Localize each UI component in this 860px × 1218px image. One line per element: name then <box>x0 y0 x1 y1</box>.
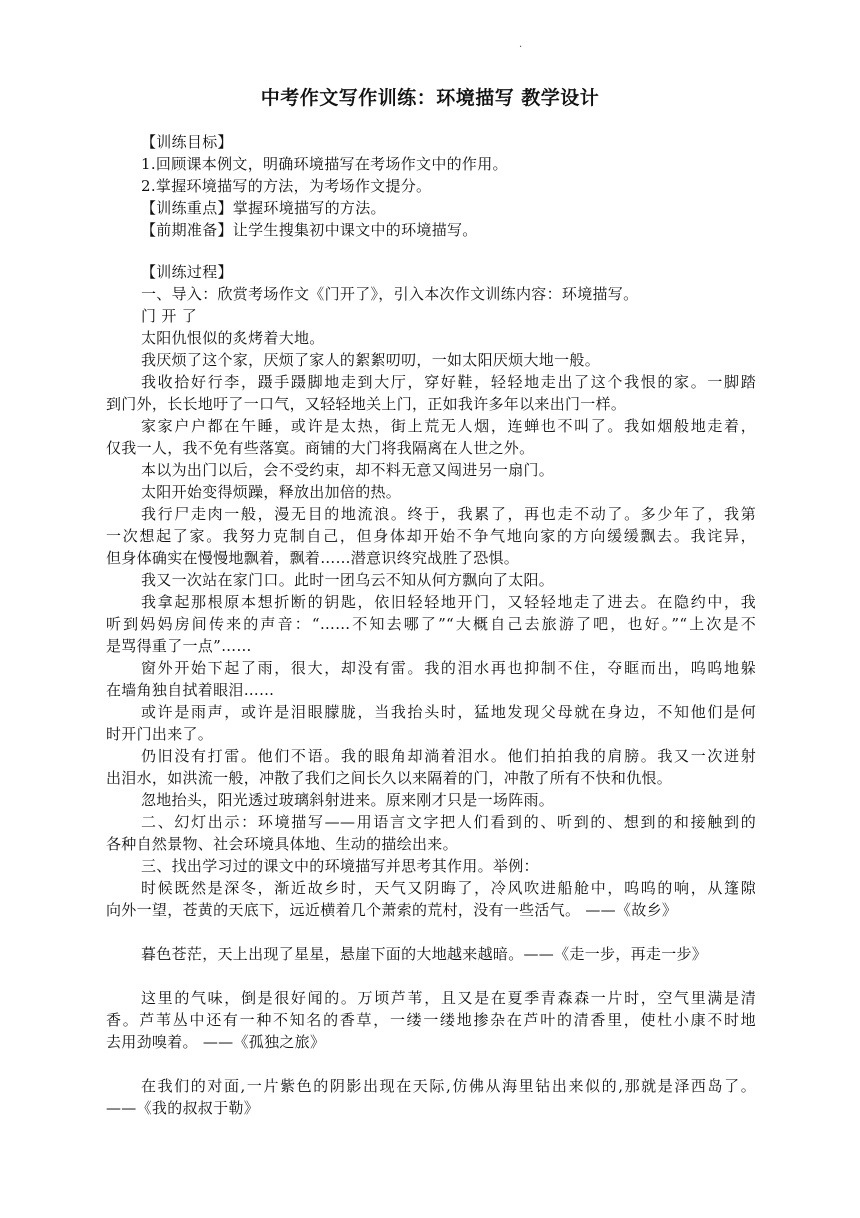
page-dot-mark: . <box>519 39 523 50</box>
essay-line: 听到妈妈房间传来的声音：“……不知去哪了”“大概自己去旅游了吧，也好。”“上次是不 <box>106 615 756 633</box>
essay-line: 但身体确实在慢慢地飘着，飘着……潜意识终究战胜了恐惧。 <box>106 549 520 567</box>
essay-line: 在墙角独自拭着眼泪…… <box>106 681 275 699</box>
example-gudu-cont: 香。芦苇丛中还有一种不知名的香草，一缕一缕地掺杂在芦叶的清香里，使杜小康不时地 <box>106 1011 756 1029</box>
focus-line: 【训练重点】掌握环境描写的方法。 <box>141 199 386 217</box>
essay-line: 我又一次站在家门口。此时一团乌云不知从何方飘向了太阳。 <box>141 571 555 589</box>
section-heading-goals: 【训练目标】 <box>141 133 233 151</box>
essay-line: 是骂得重了一点”…… <box>106 637 252 655</box>
essay-line: 家家户户都在午睡，或许是太热，街上荒无人烟，连蝉也不叫了。我如烟般地走着， <box>141 417 756 435</box>
essay-line: 我厌烦了这个家，厌烦了家人的絮絮叨叨，一如太阳厌烦大地一般。 <box>141 351 601 369</box>
example-gudu: 这里的气味，倒是很好闻的。万顷芦苇，且又是在夏季青森森一片时，空气里满是清 <box>141 989 756 1007</box>
step-2-definition: 二、幻灯出示：环境描写——用语言文字把人们看到的、听到的、想到的和接触到的 <box>141 813 756 831</box>
document-title: 中考作文写作训练：环境描写 教学设计 <box>260 87 600 109</box>
section-heading-process: 【训练过程】 <box>141 263 233 281</box>
goal-item-1: 1.回顾课本例文，明确环境描写在考场作文中的作用。 <box>141 155 508 173</box>
essay-line: 仅我一人，我不免有些落寞。商铺的大门将我隔离在人世之外。 <box>106 439 535 457</box>
essay-title: 门 开 了 <box>141 307 198 325</box>
essay-line: 忽地抬头，阳光透过玻璃斜射进来。原来刚才只是一场阵雨。 <box>141 791 555 809</box>
goal-item-2: 2.掌握环境描写的方法，为考场作文提分。 <box>141 177 432 195</box>
step-3-task: 三、找出学习过的课文中的环境描写并思考其作用。举例： <box>141 857 539 875</box>
essay-line: 一次想起了家。我努力克制自己，但身体却开始不争气地向家的方向缓缓飘去。我诧异， <box>106 527 756 545</box>
essay-line: 我收拾好行李，蹑手蹑脚地走到大厅，穿好鞋，轻轻地走出了这个我恨的家。一脚踏 <box>141 373 756 391</box>
essay-line: 我行尸走肉一般，漫无目的地流浪。终于，我累了，再也走不动了。多少年了，我第 <box>141 505 756 523</box>
example-gudu-cont: 去用劲嗅着。 ——《孤独之旅》 <box>106 1033 326 1051</box>
example-yule-source: ——《我的叔叔于勒》 <box>106 1099 260 1117</box>
preparation-line: 【前期准备】让学生搜集初中课文中的环境描写。 <box>141 221 478 239</box>
essay-line: 太阳开始变得烦躁，释放出加倍的热。 <box>141 483 402 501</box>
essay-line: 本以为出门以后，会不受约束，却不料无意又闯进另一扇门。 <box>141 461 555 479</box>
essay-line: 太阳仇恨似的炙烤着大地。 <box>141 329 325 347</box>
essay-line: 窗外开始下起了雨，很大，却没有雷。我的泪水再也抑制不住，夺眶而出，呜呜地躲 <box>141 659 756 677</box>
essay-line: 出泪水，如洪流一般，冲散了我们之间长久以来隔着的门，冲散了所有不快和仇恨。 <box>106 769 673 787</box>
step-1-intro: 一、导入：欣赏考场作文《门开了》，引入本次作文训练内容：环境描写。 <box>141 285 639 303</box>
essay-line: 到门外，长长地吁了一口气，又轻轻地关上门，正如我许多年以来出门一样。 <box>106 395 627 413</box>
essay-line: 我拿起那根原本想折断的钥匙，依旧轻轻地开门，又轻轻地走了进去。在隐约中，我 <box>141 593 756 611</box>
example-guxiang: 时候既然是深冬，渐近故乡时，天气又阴晦了，冷风吹进船舱中，呜呜的响，从篷隙 <box>141 879 756 897</box>
step-2-definition-cont: 各种自然景物、社会环境具体地、生动的描绘出来。 <box>106 835 458 853</box>
example-zouyibu: 暮色苍茫，天上出现了星星，悬崖下面的大地越来越暗。——《走一步，再走一步》 <box>141 945 708 963</box>
essay-line: 时开门出来了。 <box>106 725 214 743</box>
example-yule: 在我们的对面,一片紫色的阴影出现在天际,仿佛从海里钻出来似的,那就是泽西岛了。 <box>141 1077 756 1095</box>
example-guxiang-cont: 向外一望，苍黄的天底下，远近横着几个萧索的荒村，没有一些活气。 ——《故乡》 <box>106 901 678 919</box>
essay-line: 仍旧没有打雷。他们不语。我的眼角却淌着泪水。他们拍拍我的肩膀。我又一次迸射 <box>141 747 756 765</box>
essay-line: 或许是雨声，或许是泪眼朦胧，当我抬头时，猛地发现父母就在身边，不知他们是何 <box>141 703 756 721</box>
